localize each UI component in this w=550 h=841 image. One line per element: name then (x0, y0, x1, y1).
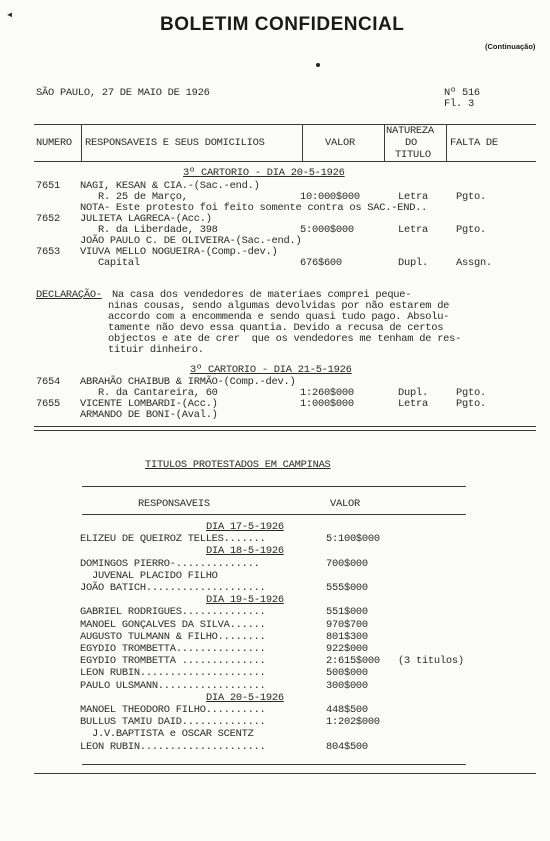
col-valor: VALOR (325, 137, 355, 149)
document-title: BOLETIM CONFIDENCIAL (160, 14, 405, 35)
col-divider (81, 124, 82, 161)
col-natureza-2: DO (405, 137, 417, 149)
entry-valor: 555$000 (326, 582, 368, 594)
section-heading: 3º CARTORIO - DIA 20-5-1926 (183, 167, 345, 179)
campinas-table-top-rule (82, 486, 466, 487)
entry-number: 7652 (36, 213, 60, 225)
responsible-name: EGYDIO TROMBETTA .............. (80, 655, 266, 668)
entry-natureza: Dupl. (398, 387, 428, 399)
sheet-number: Fl. 3 (444, 98, 474, 110)
entry-number: 7653 (36, 246, 60, 258)
entry-valor: 10:000$000 (300, 191, 360, 203)
responsible-name: AUGUSTO TULMANN & FILHO........ (80, 630, 266, 643)
col-responsaveis: RESPONSAVEIS E SEUS DOMICILIOS (85, 137, 265, 149)
header-top-rule (34, 124, 536, 125)
entry-valor: 801$300 (326, 630, 368, 643)
entry-valor: 804$500 (326, 740, 368, 753)
entry-valor: 500$000 (326, 667, 368, 680)
co-responsible: J.V.BAPTISTA e OSCAR SCENTZ (80, 728, 254, 741)
divider-rule (34, 426, 536, 427)
header-bottom-rule (34, 161, 536, 162)
entry-number: 7655 (36, 398, 60, 410)
responsible-name: BULLUS TAMIU DAID.............. (80, 716, 266, 729)
footer-rule (34, 773, 536, 774)
entry-valor: 700$000 (326, 557, 368, 570)
entry-natureza: Dupl. (398, 257, 428, 269)
responsible-name: DOMINGOS PIERRO-.............. (80, 557, 260, 570)
campinas-heading: TITULOS PROTESTADOS EM CAMPINAS (145, 459, 331, 471)
entry-natureza: Letra (398, 191, 428, 203)
responsible-name: EGYDIO TROMBETTA............... (80, 643, 266, 655)
date-heading: DIA 18-5-1926 (206, 545, 284, 558)
entry-text: ARMANDO DE BONI-(Aval.) (80, 409, 218, 421)
city-date: SÃO PAULO, 27 DE MAIO DE 1926 (36, 87, 210, 99)
entry-text: VIUVA MELLO NOGUEIRA-(Comp.-dev.) (80, 246, 278, 258)
entry-valor: 551$000 (326, 606, 368, 619)
declaration-line: objectos e ate de crer que os vendedores me tenham de res- (108, 333, 462, 345)
entry-valor: 5:100$000 (326, 533, 380, 546)
entry-text: JOÃO PAULO C. DE OLIVEIRA-(Sac.-end.) (80, 235, 302, 247)
responsible-name: GABRIEL RODRIGUES.............. (80, 606, 266, 619)
responsible-name: PAULO ULSMANN.................. (80, 679, 266, 692)
divider-rule (34, 430, 536, 431)
col-divider (384, 124, 385, 161)
margin-mark: ◂ (6, 8, 13, 22)
declaration-line: Na casa dos vendedores de materiaes comprei peque- (106, 289, 412, 301)
responsible-name: MANOEL THEODORO FILHO.......... (80, 704, 266, 716)
entry-valor: 1:260$000 (300, 387, 354, 399)
bulletin-number: Nº 516 (444, 87, 480, 99)
entry-text: NOTA- Este protesto foi feito somente contra os SAC.-END.. (80, 202, 428, 214)
entry-text: ABRAHÃO CHAIBUB & IRMÃO-(Comp.-dev.) (80, 376, 296, 388)
declaration-label: DECLARAÇÃO- (36, 289, 102, 301)
entry-text: Capital (80, 257, 140, 269)
responsible-name: LEON RUBIN..................... (80, 740, 266, 753)
col-falta: FALTA DE (450, 137, 498, 149)
entry-valor: 922$000 (326, 643, 368, 655)
declaration-line: tituir dinheiro. (108, 344, 204, 356)
responsible-name: LEON RUBIN..................... (80, 667, 266, 680)
punch-dot (316, 63, 320, 67)
col-divider (446, 124, 447, 161)
entry-falta: Pgto. (456, 387, 486, 399)
entry-text: R. da Liberdade, 398 (80, 224, 218, 236)
entry-valor: 300$000 (326, 679, 368, 692)
entry-number: 7654 (36, 376, 60, 388)
campinas-col-valor: VALOR (330, 498, 360, 510)
col-divider (302, 124, 303, 161)
entry-valor: 1:202$000 (326, 716, 380, 729)
declaration-line: ninas cousas, sendo algumas devolvidas por não estarem de (108, 300, 450, 312)
responsible-name: ELIZEU DE QUEIROZ TELLES....... (80, 533, 266, 546)
entry-falta: Assgn. (456, 257, 492, 269)
date-heading: DIA 17-5-1926 (206, 521, 284, 533)
responsible-name: MANOEL GONÇALVES DA SILVA...... (80, 618, 266, 631)
co-responsible: JUVENAL PLACIDO FILHO (80, 569, 218, 582)
date-heading: DIA 20-5-1926 (206, 691, 284, 704)
section-heading: 3º CARTORIO - DIA 21-5-1926 (190, 364, 352, 376)
campinas-table-header-rule (82, 514, 466, 515)
col-natureza-1: NATUREZA (386, 125, 434, 137)
declaration-line: accordo com a encommenda e sendo quasi tudo pago. Absolu- (108, 311, 450, 323)
entry-text: VICENTE LOMBARDI-(Acc.) (80, 398, 218, 410)
entry-valor: 448$500 (326, 704, 368, 716)
responsible-name: JOÃO BATICH.................... (80, 582, 266, 594)
entry-natureza: Letra (398, 224, 428, 236)
entry-text: NAGI, KESAN & CIA.-(Sac.-end.) (80, 180, 260, 192)
campinas-col-responsaveis: RESPONSAVEIS (138, 498, 210, 510)
entry-valor: 970$700 (326, 618, 368, 631)
entry-valor: 5:000$000 (300, 224, 354, 236)
col-natureza-3: TITULO (395, 149, 431, 161)
entry-text: R. 25 de Março, (80, 191, 188, 203)
entry-falta: Pgto. (456, 191, 486, 203)
entry-valor: 676$600 (300, 257, 342, 269)
campinas-table-bottom-rule (82, 764, 466, 765)
entry-falta: Pgto. (456, 224, 486, 236)
date-heading: DIA 19-5-1926 (206, 594, 284, 607)
entry-note: (3 titulos) (398, 655, 464, 668)
col-numero: NUMERO (36, 137, 72, 149)
declaration-line: tamente não devo essa quantia. Devido a recusa de certos (108, 322, 444, 334)
entry-text: JULIETA LAGRECA-(Acc.) (80, 213, 212, 225)
entry-falta: Pgto. (456, 398, 486, 410)
continuation-label: (Continuação) (485, 42, 536, 51)
entry-valor: 1:000$000 (300, 398, 354, 410)
entry-text: R. da Cantareira, 60 (80, 387, 218, 399)
entry-natureza: Letra (398, 398, 428, 410)
entry-number: 7651 (36, 180, 60, 192)
entry-valor: 2:615$000 (326, 655, 380, 668)
